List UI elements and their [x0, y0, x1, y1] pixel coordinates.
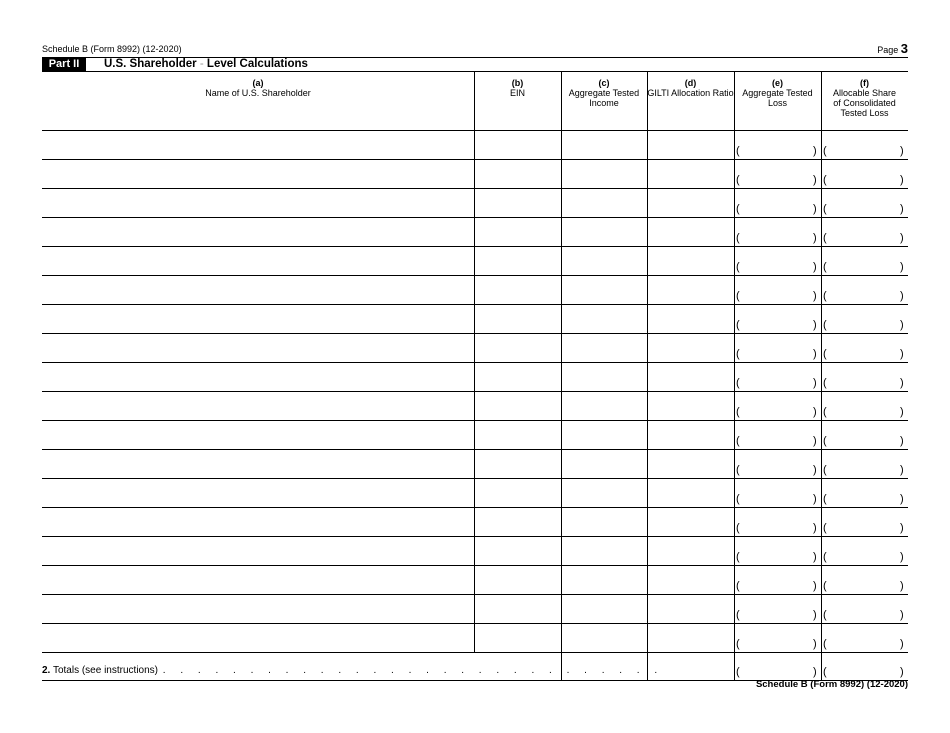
open-parenthesis: ( [736, 406, 740, 418]
entry-cell-d[interactable] [647, 623, 734, 652]
open-parenthesis: ( [823, 203, 827, 215]
open-parenthesis: ( [823, 174, 827, 186]
entry-cell-d[interactable] [647, 449, 734, 478]
entry-cell-d[interactable] [647, 565, 734, 594]
column-header-c: (c) Aggregate Tested Income [568, 78, 640, 108]
entry-cell-f[interactable] [821, 304, 908, 333]
entry-cell-b[interactable] [474, 333, 561, 362]
close-parenthesis: ) [900, 348, 904, 360]
close-parenthesis: ) [900, 377, 904, 389]
entry-cell-a[interactable] [42, 246, 474, 275]
entry-cell-a[interactable] [42, 594, 474, 623]
entry-cell-c[interactable] [561, 420, 647, 449]
close-parenthesis: ) [900, 261, 904, 273]
entry-cell-a[interactable] [42, 478, 474, 507]
entry-cell-d[interactable] [647, 536, 734, 565]
entry-cell-b[interactable] [474, 159, 561, 188]
entry-cell-d[interactable] [647, 420, 734, 449]
page-number-label: Page 3 [877, 41, 908, 56]
entry-cell-a[interactable] [42, 449, 474, 478]
open-parenthesis: ( [736, 464, 740, 476]
entry-cell-c[interactable] [561, 623, 647, 652]
close-parenthesis: ) [900, 522, 904, 534]
entry-cell-e[interactable] [734, 333, 821, 362]
entry-cell-a[interactable] [42, 507, 474, 536]
open-parenthesis: ( [823, 666, 827, 678]
entry-cell-b[interactable] [474, 536, 561, 565]
entry-cell-b[interactable] [474, 275, 561, 304]
close-parenthesis: ) [813, 174, 817, 186]
close-parenthesis: ) [813, 435, 817, 447]
entry-cell-c[interactable] [561, 188, 647, 217]
close-parenthesis: ) [900, 551, 904, 563]
open-parenthesis: ( [823, 638, 827, 650]
entry-cell-e[interactable] [734, 565, 821, 594]
column-header-f: (f) Allocable Share of Consolidated Tested Loss [832, 78, 897, 118]
entry-cell-c[interactable] [561, 391, 647, 420]
page-footer: Schedule B (Form 8992) (12-2020) [755, 679, 908, 690]
part-heading [42, 57, 908, 72]
close-parenthesis: ) [813, 261, 817, 273]
entry-cell-a[interactable] [42, 420, 474, 449]
entry-cell-c[interactable] [561, 536, 647, 565]
entry-cell-b[interactable] [474, 623, 561, 652]
totals-cell-f[interactable] [821, 652, 908, 680]
entry-cell-a[interactable] [42, 536, 474, 565]
entry-cell-b[interactable] [474, 478, 561, 507]
open-parenthesis: ( [736, 377, 740, 389]
close-parenthesis: ) [813, 319, 817, 331]
entry-cell-e[interactable] [734, 536, 821, 565]
open-parenthesis: ( [736, 666, 740, 678]
entry-cell-e[interactable] [734, 304, 821, 333]
entry-cell-a[interactable] [42, 391, 474, 420]
entry-cell-f[interactable] [821, 623, 908, 652]
entry-cell-c[interactable] [561, 594, 647, 623]
open-parenthesis: ( [736, 261, 740, 273]
entry-cell-c[interactable] [561, 217, 647, 246]
entry-cell-f[interactable] [821, 420, 908, 449]
close-parenthesis: ) [813, 638, 817, 650]
entry-cell-a[interactable] [42, 362, 474, 391]
entry-cell-b[interactable] [474, 246, 561, 275]
entry-cell-a[interactable] [42, 159, 474, 188]
page-number: 3 [900, 41, 908, 56]
entry-cell-f[interactable] [821, 507, 908, 536]
close-parenthesis: ) [900, 232, 904, 244]
entry-cell-b[interactable] [474, 362, 561, 391]
entry-cell-d[interactable] [647, 333, 734, 362]
entry-cell-e[interactable] [734, 507, 821, 536]
open-parenthesis: ( [823, 348, 827, 360]
open-parenthesis: ( [736, 203, 740, 215]
open-parenthesis: ( [736, 232, 740, 244]
entry-cell-f[interactable] [821, 159, 908, 188]
entry-cell-f[interactable] [821, 536, 908, 565]
totals-cell-d[interactable] [647, 652, 734, 680]
close-parenthesis: ) [813, 580, 817, 592]
entry-cell-f[interactable] [821, 565, 908, 594]
open-parenthesis: ( [823, 464, 827, 476]
close-parenthesis: ) [900, 435, 904, 447]
entry-cell-d[interactable] [647, 478, 734, 507]
entry-cell-e[interactable] [734, 391, 821, 420]
column-header-e: (e) Aggregate Tested Loss [742, 78, 813, 108]
entry-cell-f[interactable] [821, 333, 908, 362]
entry-cell-d[interactable] [647, 391, 734, 420]
entry-cell-f[interactable] [821, 275, 908, 304]
entry-cell-d[interactable] [647, 188, 734, 217]
entry-cell-f[interactable] [821, 478, 908, 507]
open-parenthesis: ( [823, 522, 827, 534]
entry-cell-f[interactable] [821, 217, 908, 246]
close-parenthesis: ) [813, 377, 817, 389]
close-parenthesis: ) [813, 464, 817, 476]
open-parenthesis: ( [736, 290, 740, 302]
entry-cell-d[interactable] [647, 507, 734, 536]
entry-cell-c[interactable] [561, 449, 647, 478]
column-header-b: (b) EIN [509, 78, 525, 98]
entry-cell-f[interactable] [821, 391, 908, 420]
entry-cell-b[interactable] [474, 391, 561, 420]
entry-cell-f[interactable] [821, 130, 908, 159]
close-parenthesis: ) [813, 666, 817, 678]
entry-cell-d[interactable] [647, 362, 734, 391]
entry-cell-e[interactable] [734, 362, 821, 391]
entry-cell-b[interactable] [474, 188, 561, 217]
close-parenthesis: ) [900, 145, 904, 157]
close-parenthesis: ) [900, 290, 904, 302]
close-parenthesis: ) [900, 203, 904, 215]
open-parenthesis: ( [823, 261, 827, 273]
close-parenthesis: ) [900, 666, 904, 678]
entry-cell-a[interactable] [42, 130, 474, 159]
entry-cell-e[interactable] [734, 130, 821, 159]
entry-cell-b[interactable] [474, 565, 561, 594]
open-parenthesis: ( [736, 348, 740, 360]
totals-cell-c[interactable] [561, 652, 647, 680]
entry-cell-d[interactable] [647, 130, 734, 159]
entry-cell-d[interactable] [647, 217, 734, 246]
entry-cell-b[interactable] [474, 304, 561, 333]
open-parenthesis: ( [823, 319, 827, 331]
entry-cell-b[interactable] [474, 420, 561, 449]
entry-cell-c[interactable] [561, 478, 647, 507]
close-parenthesis: ) [900, 580, 904, 592]
entry-cell-a[interactable] [42, 304, 474, 333]
open-parenthesis: ( [823, 406, 827, 418]
close-parenthesis: ) [900, 638, 904, 650]
open-parenthesis: ( [823, 435, 827, 447]
entry-cell-c[interactable] [561, 362, 647, 391]
close-parenthesis: ) [900, 609, 904, 621]
entry-cell-a[interactable] [42, 333, 474, 362]
form-reference: Schedule B (Form 8992) (12-2020) [42, 44, 182, 54]
close-parenthesis: ) [900, 493, 904, 505]
entry-cell-e[interactable] [734, 420, 821, 449]
close-parenthesis: ) [813, 232, 817, 244]
part-badge: Part II [42, 58, 86, 71]
entry-cell-e[interactable] [734, 594, 821, 623]
entry-cell-c[interactable] [561, 304, 647, 333]
close-parenthesis: ) [813, 348, 817, 360]
open-parenthesis: ( [736, 319, 740, 331]
entry-cell-f[interactable] [821, 362, 908, 391]
close-parenthesis: ) [813, 609, 817, 621]
entry-cell-c[interactable] [561, 565, 647, 594]
open-parenthesis: ( [736, 522, 740, 534]
entry-cell-e[interactable] [734, 623, 821, 652]
open-parenthesis: ( [823, 551, 827, 563]
open-parenthesis: ( [823, 145, 827, 157]
close-parenthesis: ) [813, 551, 817, 563]
close-parenthesis: ) [813, 493, 817, 505]
entry-cell-c[interactable] [561, 333, 647, 362]
entry-cell-c[interactable] [561, 507, 647, 536]
entry-cell-c[interactable] [561, 246, 647, 275]
entry-cell-f[interactable] [821, 246, 908, 275]
entry-cell-d[interactable] [647, 246, 734, 275]
entry-cell-f[interactable] [821, 449, 908, 478]
part-title: U.S. Shareholder - Level Calculations [104, 58, 308, 70]
entry-cell-d[interactable] [647, 159, 734, 188]
entry-cell-a[interactable] [42, 565, 474, 594]
entry-cell-b[interactable] [474, 507, 561, 536]
entry-cell-d[interactable] [647, 275, 734, 304]
close-parenthesis: ) [813, 522, 817, 534]
open-parenthesis: ( [736, 174, 740, 186]
close-parenthesis: ) [813, 406, 817, 418]
page-header [42, 41, 908, 57]
close-parenthesis: ) [813, 145, 817, 157]
entry-cell-a[interactable] [42, 275, 474, 304]
open-parenthesis: ( [736, 638, 740, 650]
close-parenthesis: ) [813, 290, 817, 302]
entry-cell-e[interactable] [734, 246, 821, 275]
open-parenthesis: ( [736, 580, 740, 592]
entry-cell-c[interactable] [561, 159, 647, 188]
totals-row-label: 2. Totals (see instructions) . . . . . . . . . . . . . . . . . . . . . . . . . . . . . [42, 665, 664, 676]
entry-cell-f[interactable] [821, 188, 908, 217]
open-parenthesis: ( [823, 290, 827, 302]
close-parenthesis: ) [813, 203, 817, 215]
column-header-a: (a) Name of U.S. Shareholder [205, 78, 311, 98]
entry-cell-a[interactable] [42, 217, 474, 246]
entry-cell-e[interactable] [734, 159, 821, 188]
entry-cell-d[interactable] [647, 594, 734, 623]
entry-cell-b[interactable] [474, 130, 561, 159]
totals-cell-e[interactable] [734, 652, 821, 680]
open-parenthesis: ( [823, 609, 827, 621]
close-parenthesis: ) [900, 174, 904, 186]
entry-cell-b[interactable] [474, 217, 561, 246]
open-parenthesis: ( [823, 493, 827, 505]
entry-cell-c[interactable] [561, 275, 647, 304]
close-parenthesis: ) [900, 464, 904, 476]
open-parenthesis: ( [736, 493, 740, 505]
open-parenthesis: ( [736, 551, 740, 563]
open-parenthesis: ( [823, 580, 827, 592]
close-parenthesis: ) [900, 319, 904, 331]
open-parenthesis: ( [823, 232, 827, 244]
open-parenthesis: ( [736, 609, 740, 621]
entry-cell-e[interactable] [734, 188, 821, 217]
entry-cell-e[interactable] [734, 478, 821, 507]
entry-cell-e[interactable] [734, 449, 821, 478]
entry-cell-d[interactable] [647, 304, 734, 333]
close-parenthesis: ) [900, 406, 904, 418]
entry-cell-a[interactable] [42, 623, 474, 652]
entry-cell-c[interactable] [561, 130, 647, 159]
open-parenthesis: ( [736, 435, 740, 447]
shareholder-table [42, 71, 908, 681]
open-parenthesis: ( [736, 145, 740, 157]
column-header-d: (d) GILTI Allocation Ratio [647, 78, 734, 98]
entry-cell-e[interactable] [734, 217, 821, 246]
open-parenthesis: ( [823, 377, 827, 389]
entry-cell-f[interactable] [821, 594, 908, 623]
entry-cell-e[interactable] [734, 275, 821, 304]
entry-cell-b[interactable] [474, 594, 561, 623]
entry-cell-b[interactable] [474, 449, 561, 478]
entry-cell-a[interactable] [42, 188, 474, 217]
